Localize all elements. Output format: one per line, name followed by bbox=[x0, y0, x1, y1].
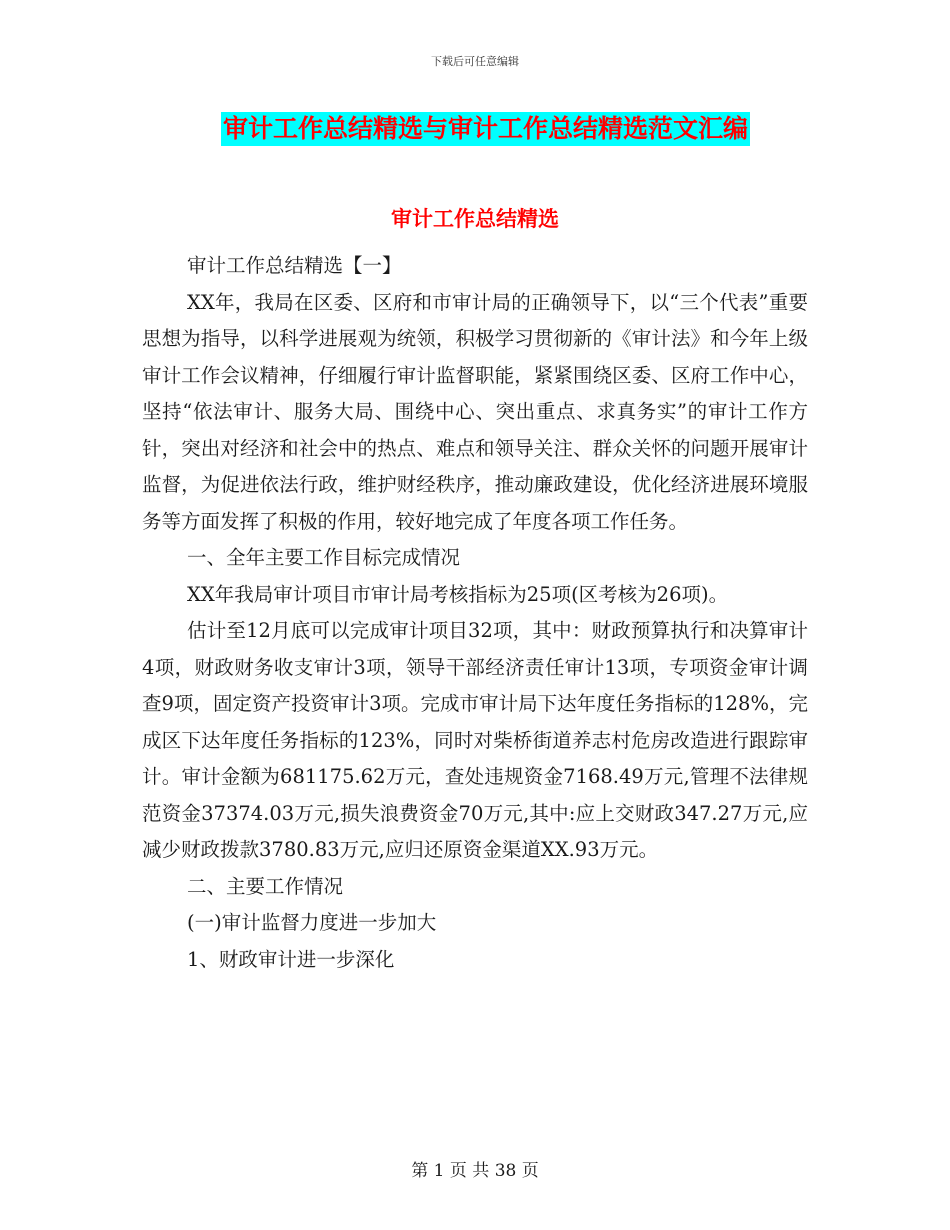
header-note: 下载后可任意编辑 bbox=[431, 55, 519, 68]
heading-supervision: (一)审计监督力度进一步加大 bbox=[187, 911, 437, 934]
section-title: 审计工作总结精选 bbox=[391, 207, 559, 231]
heading-finance-audit: 1、财政审计进一步深化 bbox=[187, 947, 395, 971]
heading-main-work: 二、主要工作情况 bbox=[187, 874, 344, 898]
paragraph-completion: 估计至12月底可以完成审计项目32项，其中：财政预算执行和决算审计4项，财政财务收支审计3项，领导干部经济责任审计13项，专项资金审计调查9项，固定资产投资审计3项。完成市审计局下达年度任务指标的128%，完成区下达年度任务指标的123%，同时对柴桥街道养志村危房改造进行跟踪审计。审计金额为681175.62万元，查处违规资金7168.49万元,管理不法律规范资金37374.03万元,损失浪费资金70万元,其中:应上交财政347.27万元,应减少财政拨款3780.83万元,应归还原资金渠道XX.93万元。 bbox=[142, 619, 808, 861]
document-body bbox=[142, 248, 808, 978]
heading-goals: 一、全年主要工作目标完成情况 bbox=[187, 546, 461, 569]
document-title: 审计工作总结精选与审计工作总结精选范文汇编 bbox=[221, 112, 750, 146]
paragraph-targets: XX年我局审计项目市审计局考核指标为25项(区考核为26项)。 bbox=[187, 582, 729, 606]
page-number: 第 1 页 共 38 页 bbox=[411, 1161, 539, 1181]
subsection-heading: 审计工作总结精选【一】 bbox=[187, 254, 402, 277]
paragraph-intro: XX年，我局在区委、区府和市审计局的正确领导下，以“三个代表”重要思想为指导，以科学进展观为统领，积极学习贯彻新的《审计法》和今年上级审计工作会议精神，仔细履行审计监督职能，紧紧围绕区委、区府工作中心，坚持“依法审计、服务大局、围绕中心、突出重点、求真务实”的审计工作方针，突出对经济和社会中的热点、难点和领导关注、群众关怀的问题开展审计监督，为促进依法行政，维护财经秩序，推动廉政建设，优化经济进展环境服务等方面发挥了积极的作用，较好地完成了年度各项工作任务。 bbox=[142, 290, 808, 533]
